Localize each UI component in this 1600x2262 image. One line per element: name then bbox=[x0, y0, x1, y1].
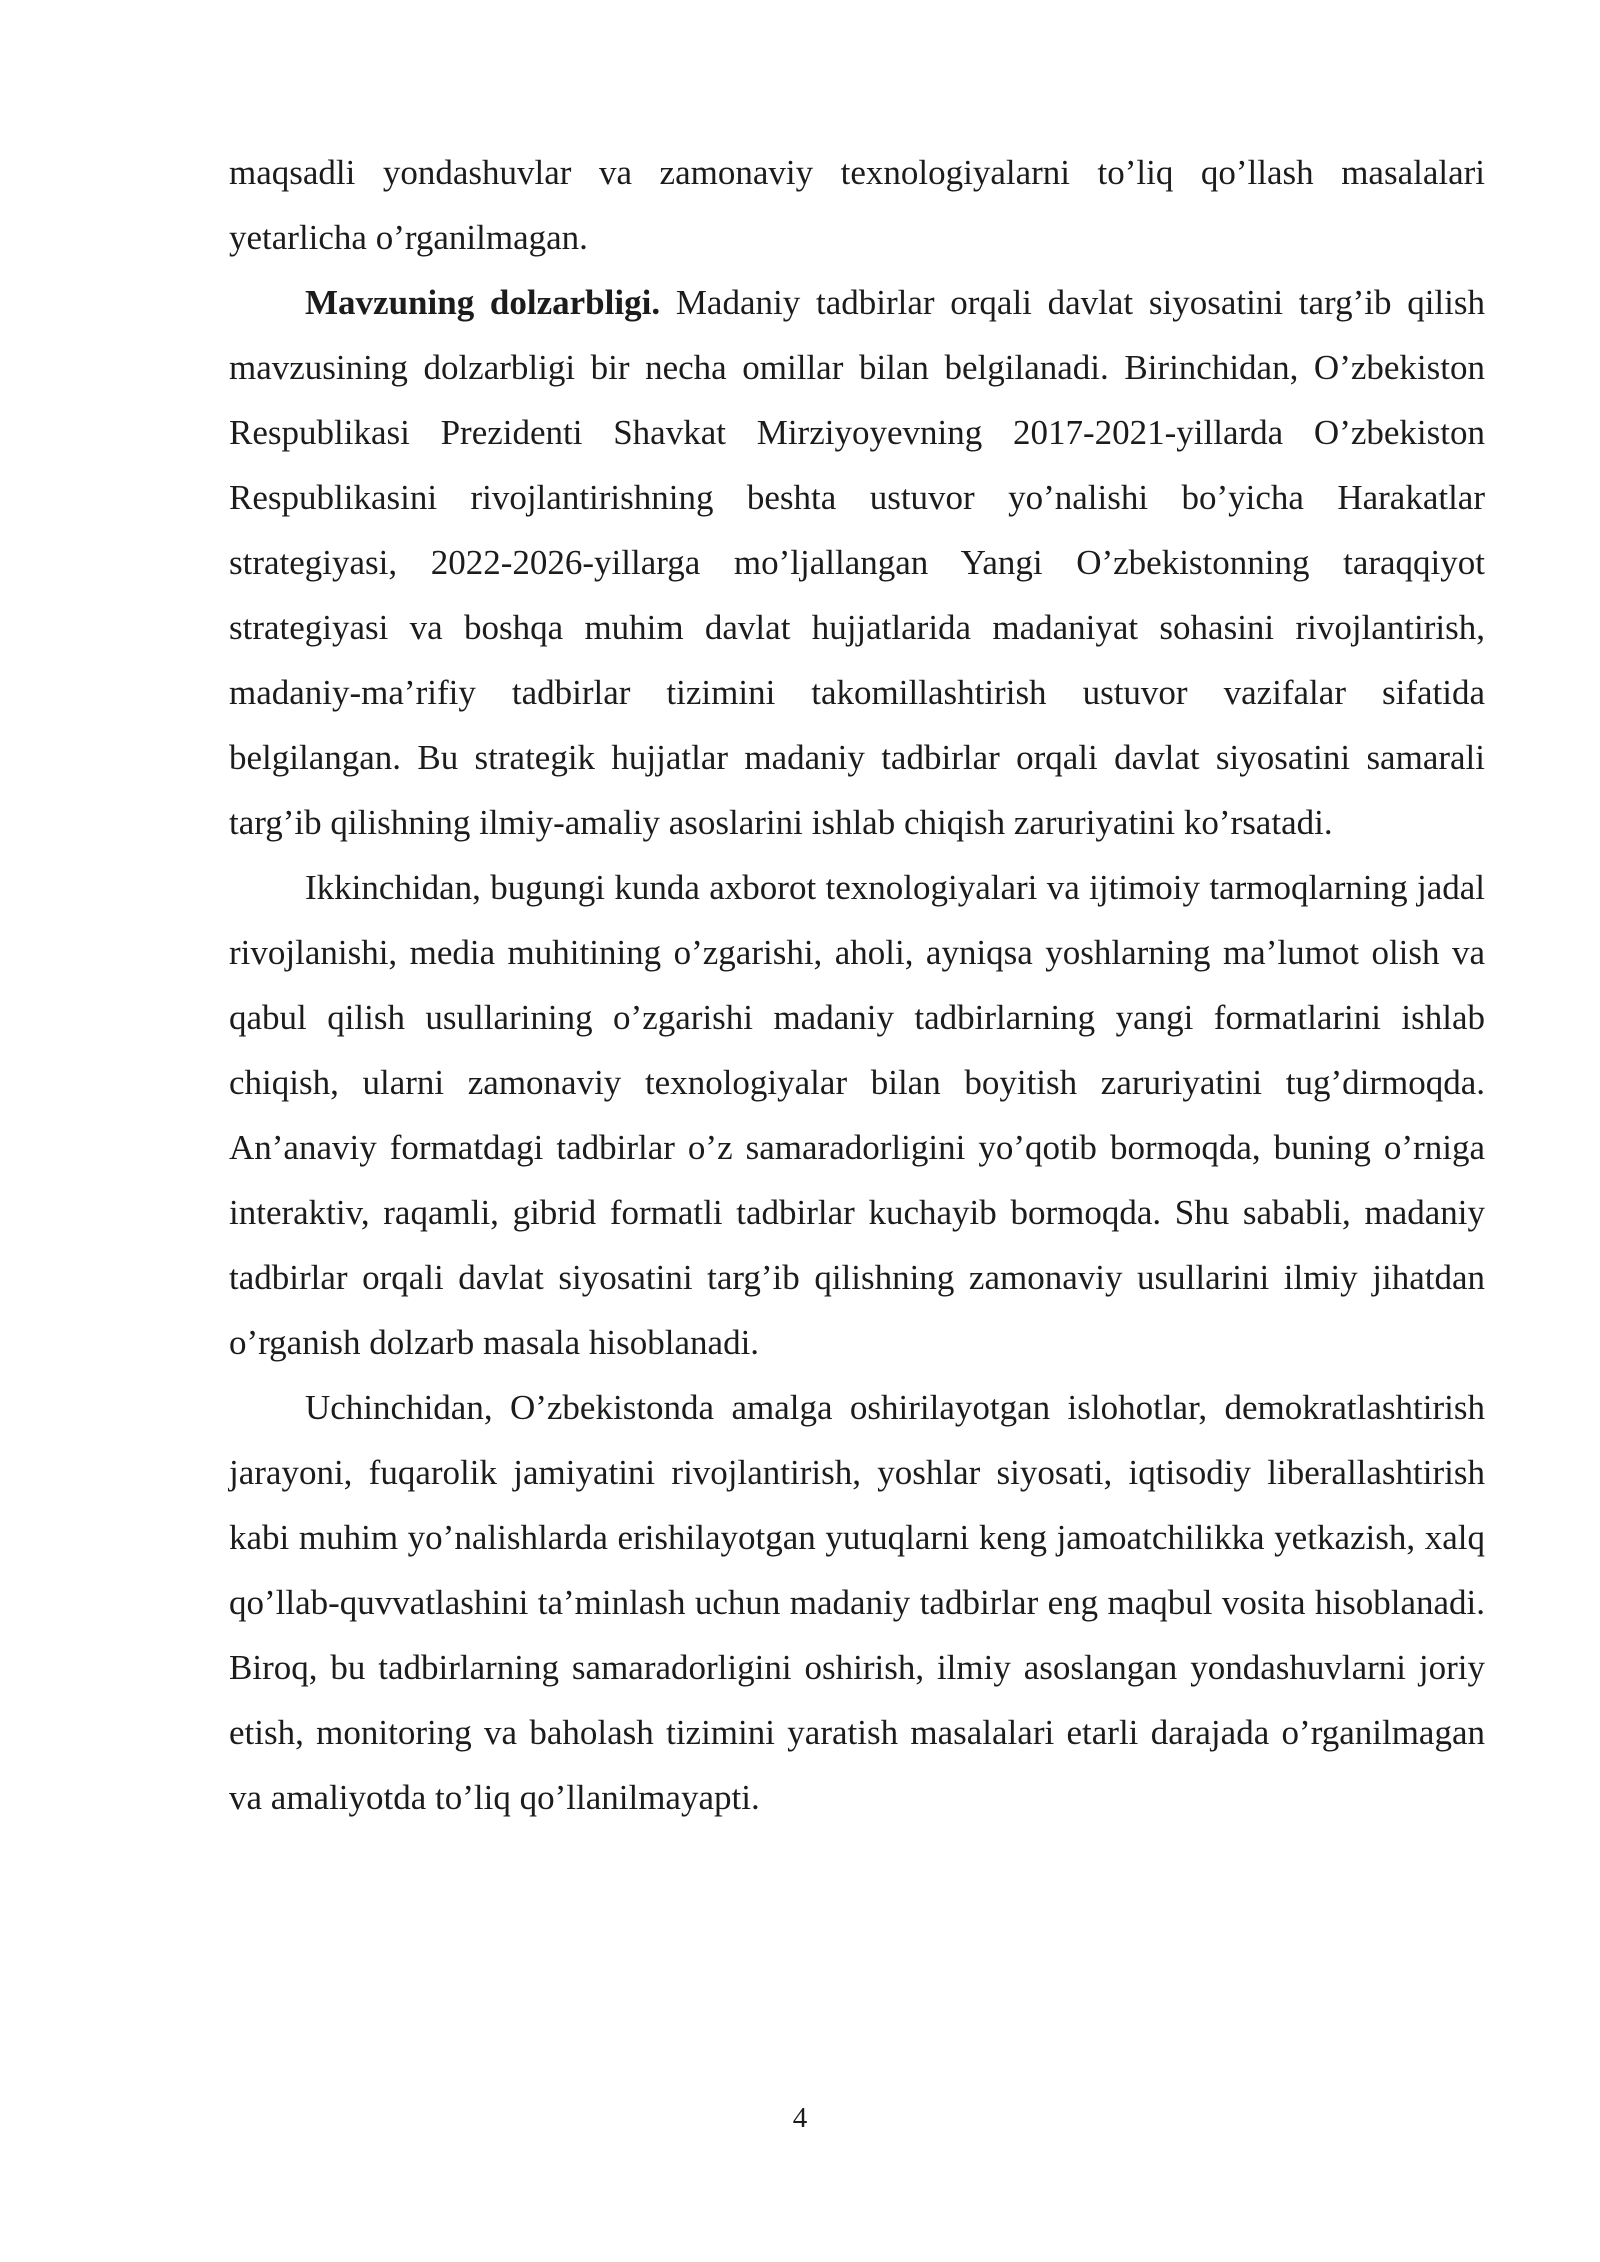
paragraph-text: Madaniy tadbirlar orqali davlat siyosatini targ’ib qilish mavzusining dolzarbligi bir necha omillar bilan belgilanadi. Birinchidan, O’zbekiston Respublikasi Prezidenti Shavkat Mirziyoyevning 2017-2021-yillarda O’zbekiston Respublikasini rivojlantirishning beshta ustuvor yo’nalishi bo’yicha Harakatlar strategiyasi, 2022-2026-yillarga mo’ljallangan Yangi O’zbekistonning taraqqiyot strategiyasi va boshqa muhim davlat hujjatlarida madaniyat sohasini rivojlantirish, madaniy-ma’rifiy tadbirlar tizimini takomillashtirish ustuvor vazifalar sifatida belgilangan. Bu strategik hujjatlar madaniy tadbirlar orqali davlat siyosatini samarali targ’ib qilishning ilmiy-amaliy asoslarini ishlab chiqish zaruriyatini ko’rsatadi. bbox=[229, 283, 1485, 842]
paragraph-text: Ikkinchidan, bugungi kunda axborot texnologiyalari va ijtimoiy tarmoqlarning jadal rivojlanishi, media muhitining o’zgarishi, aholi, ayniqsa yoshlarning ma’lumot olish va qabul qilish usullarining o’zgarishi madaniy tadbirlarning yangi formatlarini ishlab chiqish, ularni zamonaviy texnologiyalar bilan boyitish zaruriyatini tug’dirmoqda. An’anaviy formatdagi tadbirlar o’z samaradorligini yo’qotib bormoqda, buning o’rniga interaktiv, raqamli, gibrid formatli tadbirlar kuchayib bormoqda. Shu sababli, madaniy tadbirlar orqali davlat siyosatini targ’ib qilishning zamonaviy usullarini ilmiy jihatdan o’rganish dolzarb masala hisoblanadi. bbox=[229, 868, 1485, 1362]
paragraph-intro-continuation bbox=[229, 140, 1485, 270]
paragraph-third-factor bbox=[229, 1375, 1485, 1830]
page-number: 4 bbox=[792, 2102, 808, 2134]
paragraph-second-factor bbox=[229, 855, 1485, 1375]
document-page bbox=[229, 140, 1485, 1830]
section-heading-relevance: Mavzuning dolzarbligi. bbox=[305, 283, 661, 322]
paragraph-relevance bbox=[229, 270, 1485, 855]
paragraph-text: Uchinchidan, O’zbekistonda amalga oshirilayotgan islohotlar, demokratlashtirish jarayoni, fuqarolik jamiyatini rivojlantirish, yoshlar siyosati, iqtisodiy liberallashtirish kabi muhim yo’nalishlarda erishilayotgan yutuqlarni keng jamoatchilikka yetkazish, xalq qo’llab-quvvatlashini ta’minlash uchun madaniy tadbirlar eng maqbul vosita hisoblanadi. Biroq, bu tadbirlarning samaradorligini oshirish, ilmiy asoslangan yondashuvlarni joriy etish, monitoring va baholash tizimini yaratish masalalari etarli darajada o’rganilmagan va amaliyotda to’liq qo’llanilmayapti. bbox=[229, 1388, 1485, 1817]
paragraph-text: maqsadli yondashuvlar va zamonaviy texnologiyalarni to’liq qo’llash masalalari yetarlicha o’rganilmagan. bbox=[229, 153, 1485, 257]
